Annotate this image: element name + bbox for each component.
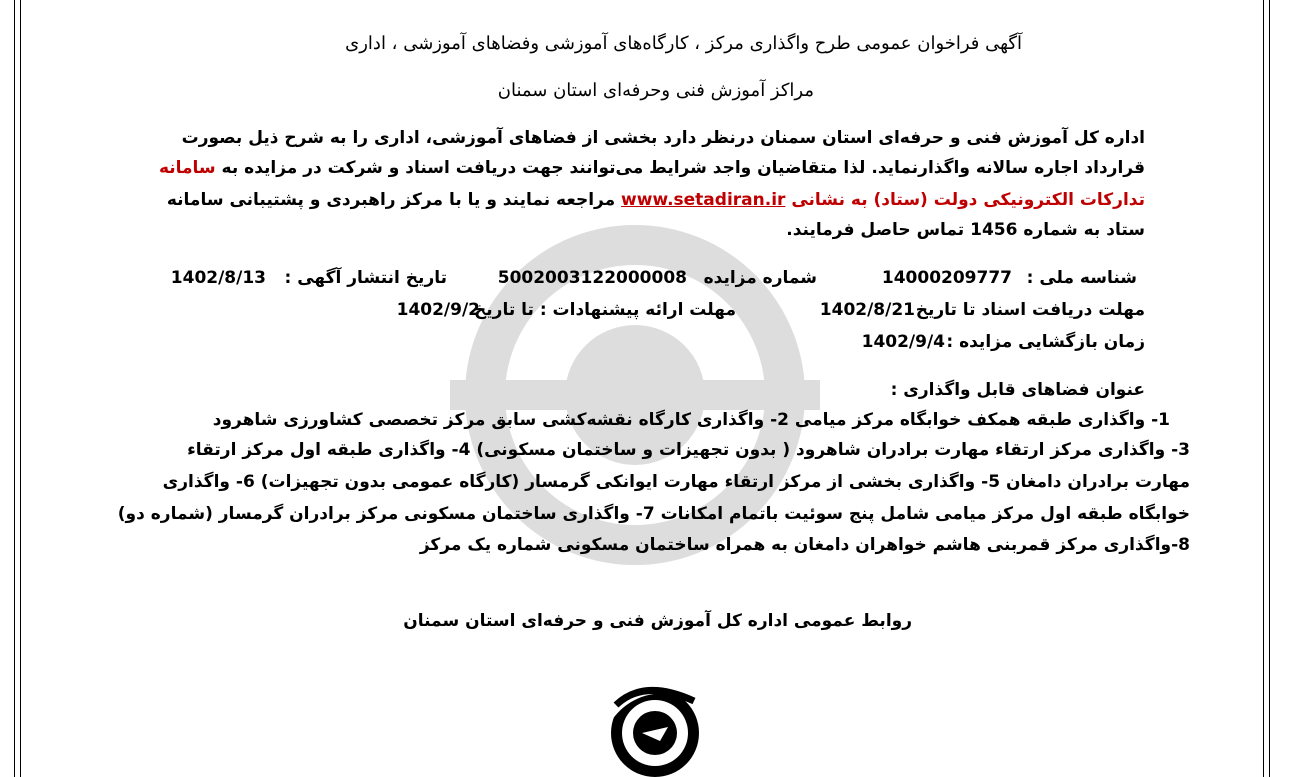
opening-value: 1402/9/4	[861, 332, 945, 352]
publish-date-value: 1402/8/13	[170, 268, 266, 288]
spaces-line-2: 3- واگذاری مرکز ارتقاء مهارت برادران شاهرود ( بدون تجهیزات و ساختمان مسکونی) 4- واگذاری طبقه اول مرکز ارتقاء	[187, 440, 1190, 460]
offer-deadline-label: مهلت ارائه پیشنهادات : تا تاریخ	[474, 300, 736, 320]
intro-line-1: اداره کل آموزش فنی و حرفه‌ای استان سمنان درنظر دارد بخشی از فضاهای آموزشی، اداری را به شرح ذیل بصورت	[181, 128, 1145, 148]
opening-label: زمان بازگشایی مزایده :	[946, 332, 1145, 352]
samaneh-highlight: سامانه	[158, 158, 216, 178]
intro-line-3	[167, 190, 1145, 210]
spaces-line-1: 1- واگذاری طبقه همکف خوابگاه مرکز میامی 2- واگذاری کارگاه نقشه‌کشی سابق مرکز تخصصی کشاورزی شاهرود	[212, 410, 1170, 430]
national-id-value: 14000209777	[881, 268, 1012, 288]
spaces-heading: عنوان فضاهای قابل واگذاری :	[890, 380, 1145, 400]
doc-deadline-value: 1402/8/21	[819, 300, 915, 320]
setad-system-name: تدارکات الکترونیکی دولت (ستاد) به نشانی	[785, 190, 1145, 210]
intro-line-2	[159, 158, 1145, 178]
auction-number-value: 5002003122000008	[497, 268, 687, 288]
spaces-line-5: 8-واگذاری مرکز قمربنی هاشم خواهران دامغان به همراه ساختمان مسکونی شماره یک مرکز	[419, 535, 1190, 555]
signature: روابط عمومی اداره کل آموزش فنی و حرفه‌ای استان سمنان	[403, 611, 912, 631]
intro-line-2-text: قرارداد اجاره سالانه واگذارنماید. لذا متقاضیان واجد شرایط می‌توانند جهت دریافت اسناد و شرکت در مزایده به	[215, 158, 1145, 178]
offer-deadline-value: 1402/9/2	[396, 300, 480, 320]
auction-number-label: شماره مزایده	[703, 268, 817, 288]
title-line-2: مراکز آموزش فنی وحرفه‌ای استان سمنان	[497, 80, 814, 101]
intro-line-4: ستاد به شماره 1456 تماس حاصل فرمایند.	[786, 220, 1145, 240]
tvto-logo-icon	[594, 683, 716, 777]
title-line-1: آگهی فراخوان عمومی طرح واگذاری مرکز ، کارگاه‌های آموزشی وفضاهای آموزشی ، اداری	[345, 33, 1022, 54]
spaces-line-3: مهارت برادران دامغان 5- واگذاری بخشی از مرکز ارتقاء مهارت ایوانکی گرمسار (کارگاه عمومی بدون تجهیزات) 6- واگذاری	[162, 472, 1190, 492]
setadiran-link[interactable]: www.setadiran.ir	[621, 190, 786, 210]
intro-line-3-text: مراجعه نمایند و یا با مرکز راهبردی و پشتیبانی سامانه	[166, 190, 622, 210]
spaces-line-4: خوابگاه طبقه اول مرکز میامی شامل پنج سوئیت باتمام امکانات 7- واگذاری ساختمان مسکونی مرکز برادران گرمسار (شماره دو)	[117, 504, 1190, 524]
publish-date-label: تاریخ انتشار آگهی :	[284, 268, 447, 288]
doc-deadline-label: مهلت دریافت اسناد تا تاریخ	[915, 300, 1145, 320]
national-id-label: شناسه ملی :	[1026, 268, 1137, 288]
